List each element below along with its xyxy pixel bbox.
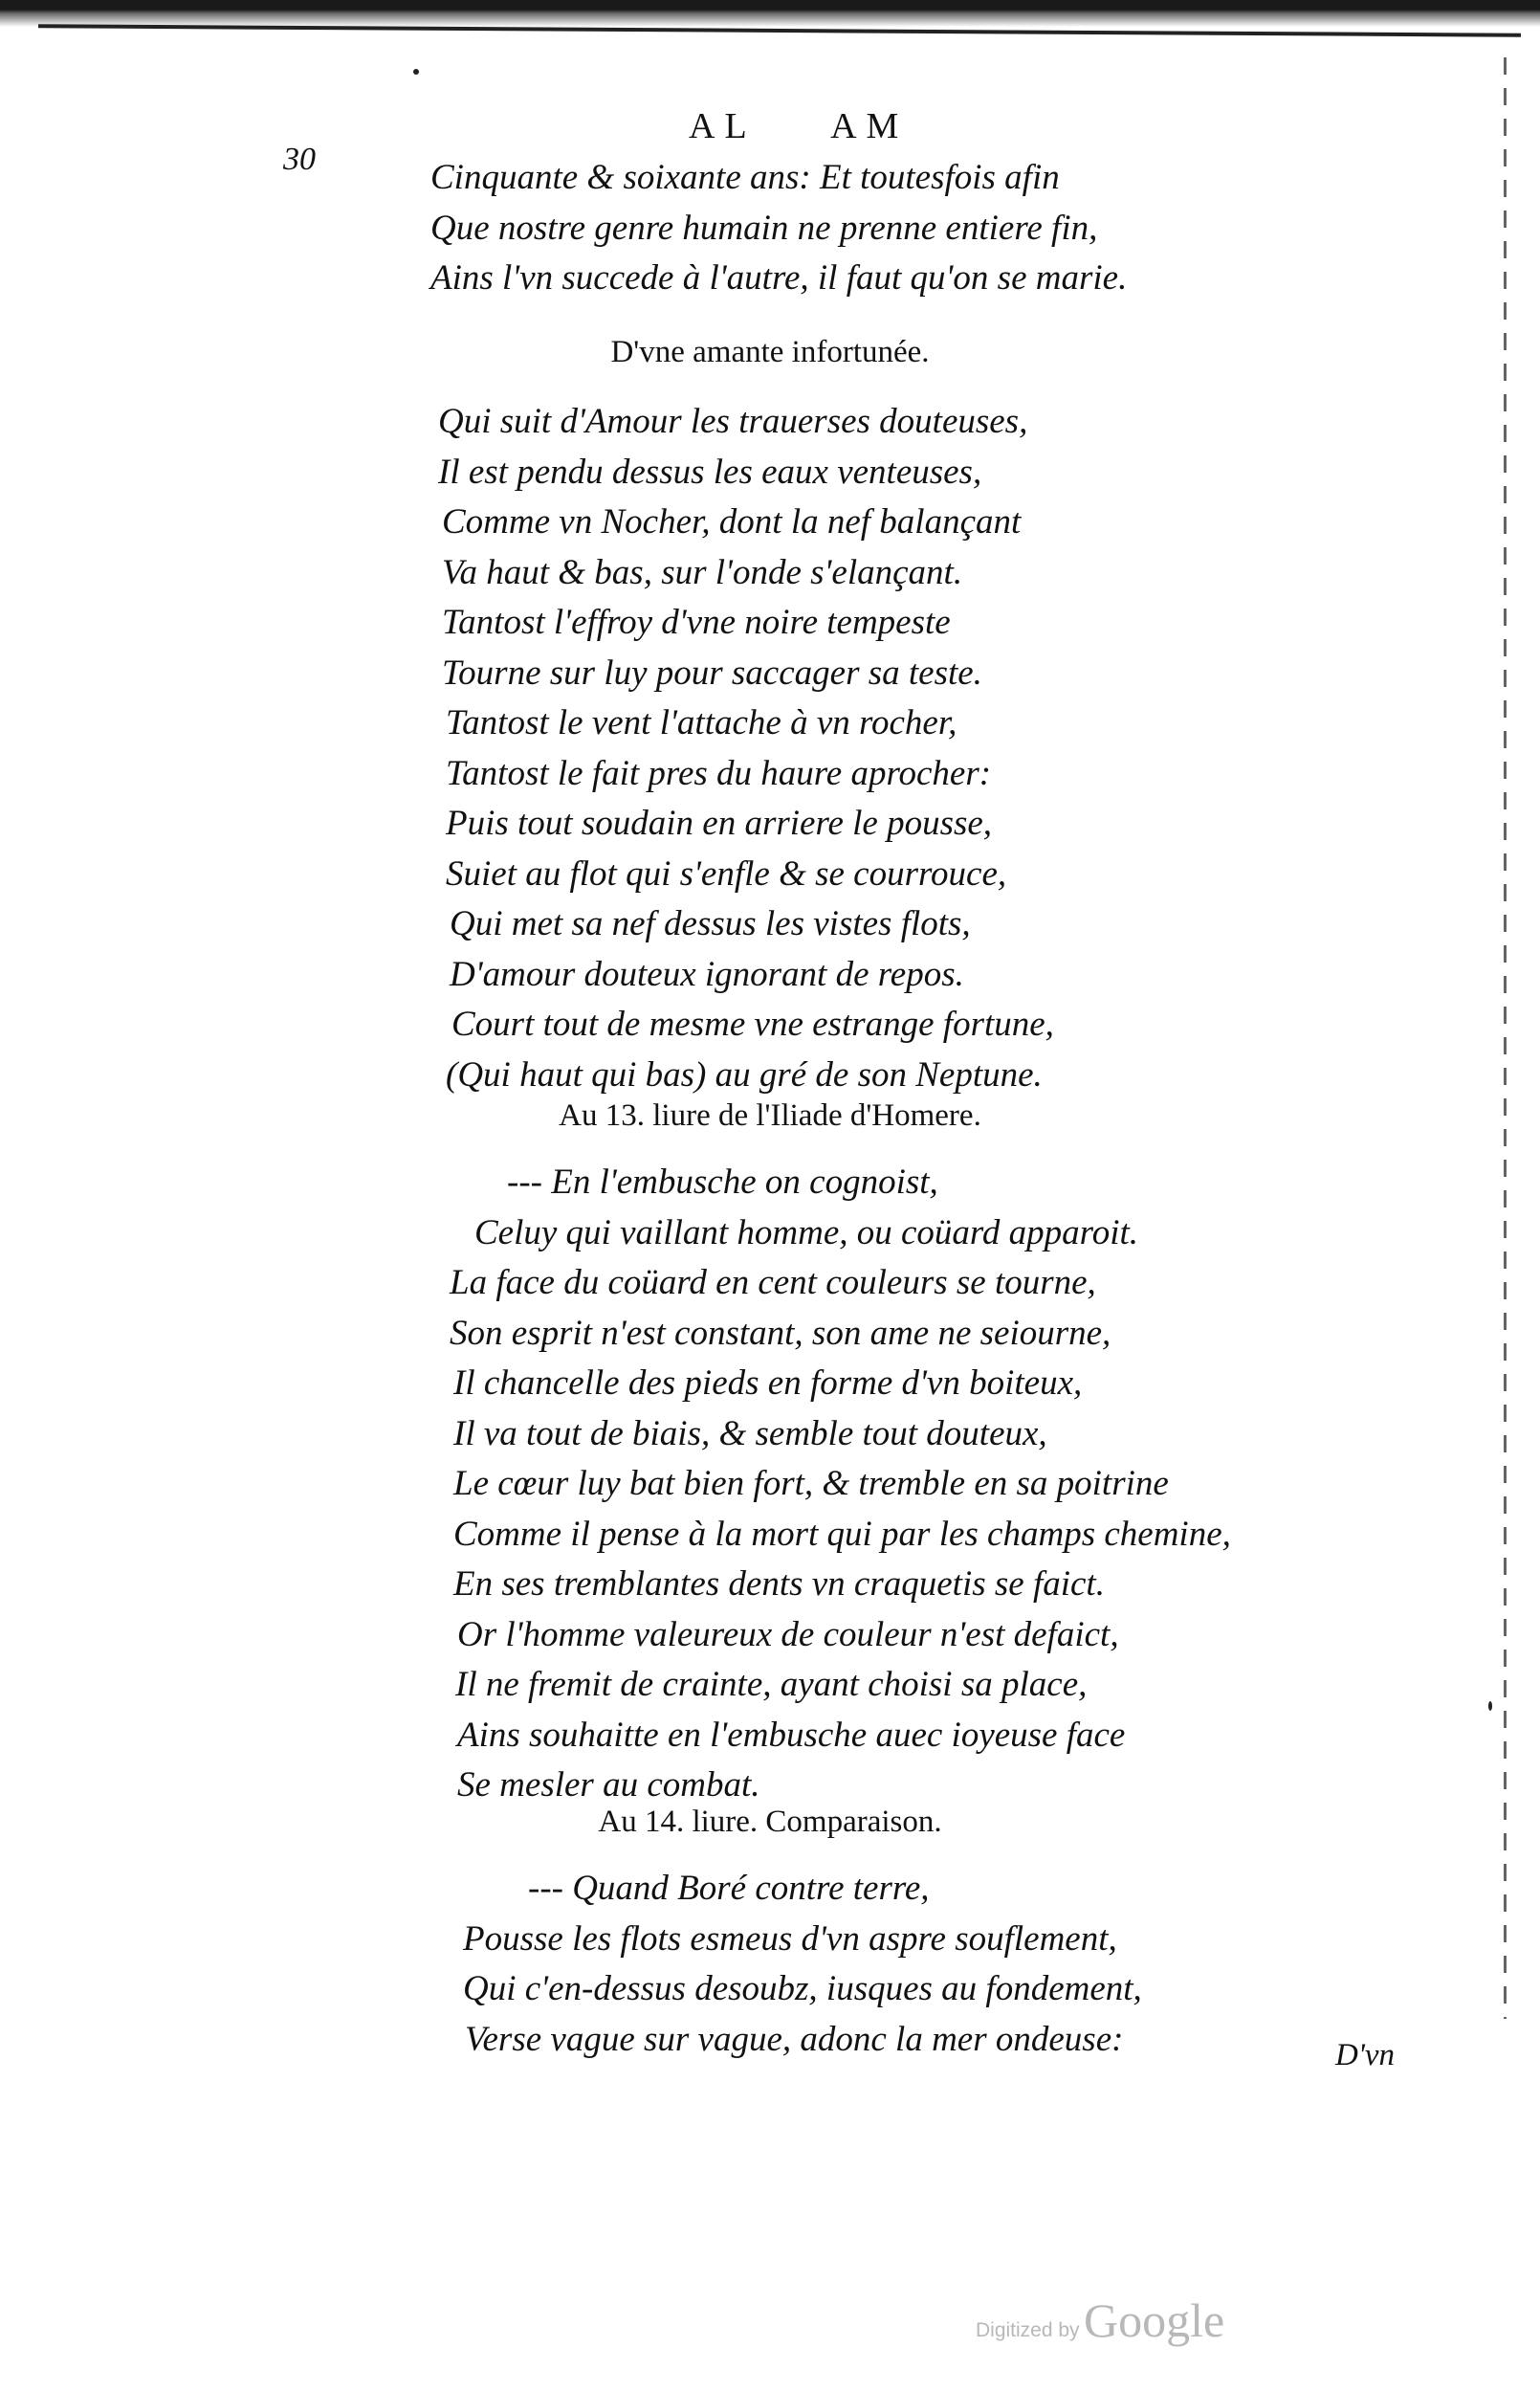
verse-line: Cinquante & soixante ans: Et toutesfois afin [430, 158, 1060, 197]
verse-line: Le cœur luy bat bien fort, & tremble en sa poitrine [453, 1464, 1169, 1503]
verse-line: Il chancelle des pieds en forme d'vn boiteux, [453, 1363, 1083, 1403]
verse-line: Se mesler au combat. [457, 1765, 760, 1805]
google-logo: Google [1084, 2293, 1225, 2347]
poem-iliade-13 [0, 1158, 1540, 1811]
poem-amante-infortunee [0, 397, 1540, 1100]
verse-line: Pousse les flots esmeus d'vn aspre souflement, [463, 1918, 1117, 1959]
running-head-right: AM [830, 106, 909, 146]
verse-line: D'amour douteux ignorant de repos. [450, 954, 964, 994]
verse-line: Or l'homme valeureux de couleur n'est defaict, [457, 1614, 1119, 1654]
section-heading: Au 13. liure de l'Iliade d'Homere. [559, 1098, 981, 1133]
verse-line: La face du coüard en cent couleurs se tourne, [450, 1263, 1096, 1302]
verse-line: Qui met sa nef dessus les vistes flots, [450, 904, 971, 943]
digitized-by-watermark [976, 2292, 1224, 2348]
poem-iliade-14 [0, 1864, 1540, 2065]
verse-line: En ses tremblantes dents vn craquetis se faict. [453, 1564, 1105, 1604]
page-top-edge [0, 0, 1540, 36]
verse-line: Verse vague sur vague, adonc la mer ondeuse: [465, 2019, 1124, 2059]
running-head [689, 105, 965, 147]
section-heading: Au 14. liure. Comparaison. [598, 1805, 942, 1839]
section-heading: D'vne amante infortunée. [610, 335, 930, 369]
verse-line: Son esprit n'est constant, son ame ne seiourne, [450, 1313, 1111, 1353]
verse-line: Comme il pense à la mort qui par les champs chemine, [453, 1514, 1231, 1554]
verse-line: Ains l'vn succede à l'autre, il faut qu'on se marie. [430, 258, 1128, 298]
verse-line: Puis tout soudain en arriere le pousse, [446, 804, 993, 843]
verse-line: --- Quand Boré contre terre, [528, 1869, 930, 1908]
verse-line: Tourne sur luy pour saccager sa teste. [442, 653, 982, 693]
verse-line: Que nostre genre humain ne prenne entiere fin, [430, 208, 1098, 248]
verse-line: Ains souhaitte en l'embusche auec ioyeuse face [457, 1715, 1126, 1755]
ink-speck [413, 69, 419, 75]
verse-line: Tantost le fait pres du haure aprocher: [446, 753, 992, 793]
verse-line: Tantost le vent l'attache à vn rocher, [446, 703, 957, 742]
verse-line: Qui suit d'Amour les trauerses douteuses, [438, 402, 1028, 441]
verse-line: Comme vn Nocher, dont la nef balançant [442, 502, 1022, 542]
verse-line: Tantost l'effroy d'vne noire tempeste [442, 603, 951, 642]
verse-line: Qui c'en-dessus desoubz, iusques au fondement, [463, 1969, 1142, 2008]
page-number: 30 [283, 142, 316, 177]
verse-line: Va haut & bas, sur l'onde s'elançant. [442, 552, 963, 592]
running-head-left: AL [689, 106, 757, 146]
verse-line: --- En l'embusche on cognoist, [507, 1163, 938, 1202]
verse-line: Il est pendu dessus les eaux venteuses, [438, 452, 982, 492]
top-verse-block [0, 153, 1540, 304]
watermark-prefix: Digitized by [976, 2319, 1080, 2341]
verse-line: (Qui haut qui bas) au gré de son Neptune. [446, 1054, 1043, 1095]
verse-line: Court tout de mesme vne estrange fortune, [451, 1005, 1054, 1044]
verse-line: Suiet au flot qui s'enfle & se courrouce, [446, 853, 1007, 894]
catchword: D'vn [1335, 2038, 1396, 2072]
verse-line: Celuy qui vaillant homme, ou coüard apparoit. [474, 1212, 1139, 1252]
verse-line: Il ne fremit de crainte, ayant choisi sa place, [455, 1665, 1088, 1704]
verse-line: Il va tout de biais, & semble tout douteux, [453, 1413, 1047, 1453]
